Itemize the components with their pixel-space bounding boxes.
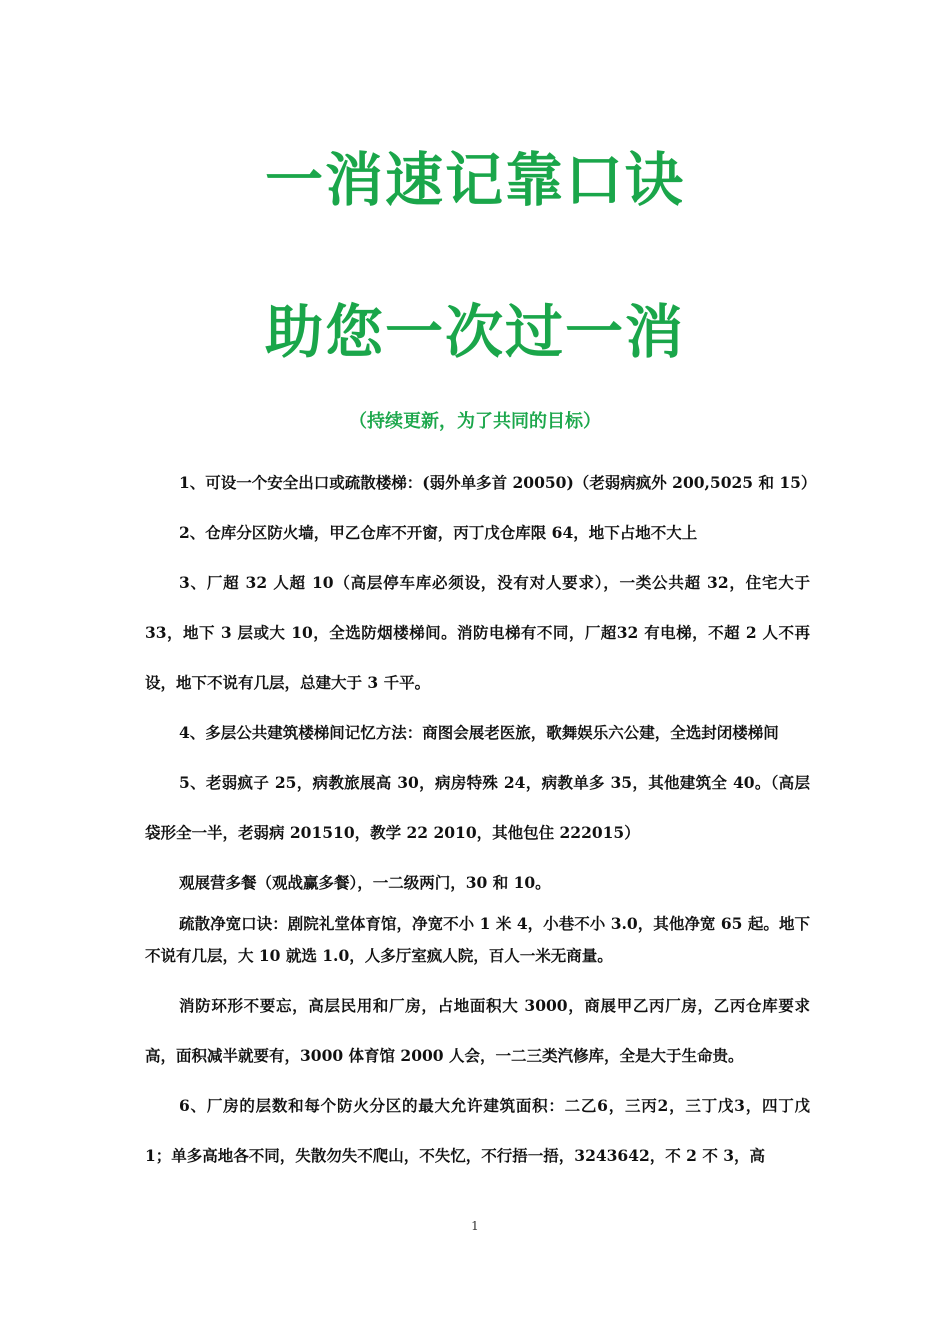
document-body (145, 458, 817, 1181)
paragraph-evacuation-width: 疏散净宽口诀：剧院礼堂体育馆，净宽不小 1 米 4，小巷不小 3.0，其他净宽 65 起。地下不说有几层，大 10 就选 1.0，人多厅室疯人院，百人一米无商量。 (145, 914, 810, 965)
page-number: 1 (471, 1219, 479, 1233)
paragraph-3: 3、厂超 32 人超 10（高层停车库必须设，没有对人要求），一类公共超 32，住宅大于 33，地下 3 层或大 10，全选防烟楼梯间。消防电梯有不同，厂超32 有电梯，不超 2 人不再设，地下不说有几层，总建大于 3 千平。 (145, 573, 810, 692)
paragraph-fire-lane: 消防环形不要忘，高层民用和厂房，占地面积大 3000，商展甲乙丙厂房，乙丙仓库要求高，面积减半就要有，3000 体育馆 2000 人会，一二三类汽修库，全是大于生命贵。 (145, 996, 810, 1065)
paragraph-2: 2、仓库分区防火墙，甲乙仓库不开窗，丙丁戊仓库限 64，地下占地不大上 (179, 523, 698, 542)
document-title-line1: 一消速记靠口诀 (264, 146, 685, 214)
document-subtitle: （持续更新，为了共同的目标） (349, 411, 601, 432)
paragraph-5: 5、老弱疯子 25，病教旅展高 30，病房特殊 24，病教单多 35，其他建筑全 40。（高层袋形全一半，老弱病 201510，教学 22 2010，其他包住 222015） (145, 773, 810, 842)
paragraph-1: 1、可设一个安全出口或疏散楼梯：(弱外单多首 20050)（老弱病疯外 200,5025 和 15） (179, 473, 817, 492)
document-title-line2: 助您一次过一消 (264, 298, 685, 366)
paragraph-exhibition-doors: 观展营多餐（观战赢多餐），一二级两门，30 和 10。 (179, 873, 551, 892)
paragraph-4: 4、多层公共建筑楼梯间记忆方法：商图会展老医旅，歌舞娱乐六公建，全选封闭楼梯间 (179, 723, 779, 742)
paragraph-6: 6、厂房的层数和每个防火分区的最大允许建筑面积：二乙6，三丙2，三丁戊3，四丁戊 1；单多高地各不同，失散勿失不爬山，不失忆，不行捂一捂，3243642，不 2 不 3，高 (145, 1096, 810, 1165)
